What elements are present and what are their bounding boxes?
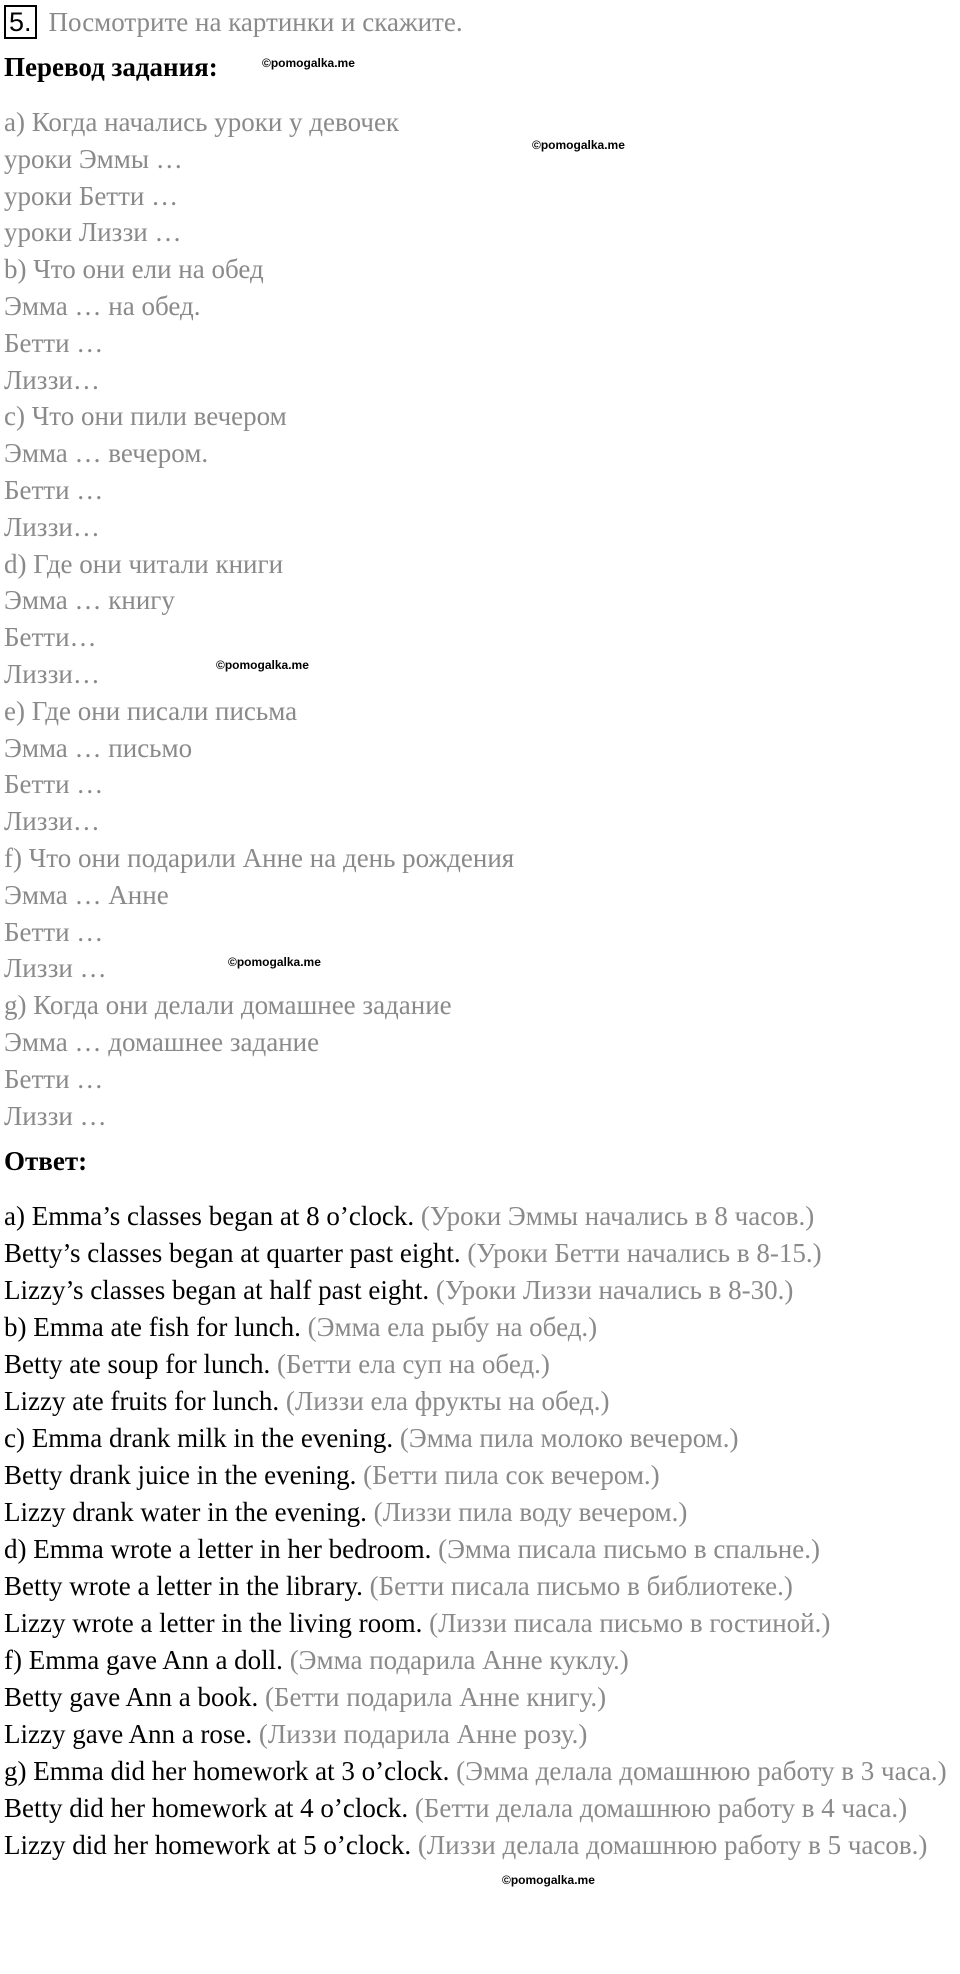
answer-line [4,1790,956,1827]
answer-english: d) Emma wrote a letter in her bedroom. [4,1534,432,1564]
answer-english: Lizzy gave Ann a rose. [4,1719,253,1749]
answer-english: Lizzy’s classes began at half past eight. [4,1275,430,1305]
answer-russian: (Бетти ела суп на обед.) [276,1349,550,1379]
answer-english: a) Emma’s classes began at 8 o’clock. [4,1201,415,1231]
answer-english: f) Emma gave Ann a doll. [4,1645,283,1675]
answer-line [4,1235,956,1272]
translation-lines [4,104,956,1134]
answer-russian: (Бетти пила сок вечером.) [363,1460,660,1490]
answer-line [4,1679,956,1716]
task-number: 5. [4,5,37,39]
translation-line: а) Когда начались уроки у девочек [4,107,400,137]
answer-line [4,1827,956,1864]
answer-line [4,1346,956,1383]
answer-english: Lizzy wrote a letter in the living room. [4,1608,423,1638]
answer-russian: (Уроки Эммы начались в 8 часов.) [420,1201,815,1231]
translation-line: Эмма … книгу [4,585,175,616]
translation-line: Бетти … [4,1063,104,1094]
answer-russian: (Лиззи пила воду вечером.) [373,1497,688,1527]
answer-russian: (Эмма подарила Анне куклу.) [289,1645,629,1675]
answer-english: Lizzy did her homework at 5 o’clock. [4,1830,412,1860]
translation-line: Лиззи… [4,364,100,395]
answer-russian: (Лиззи подарила Анне розу.) [258,1719,588,1749]
answer-english: b) Emma ate fish for lunch. [4,1312,301,1342]
answer-russian: (Бетти писала письмо в библиотеке.) [369,1571,793,1601]
translation-line: Эмма … на обед. [4,290,201,321]
answer-line [4,1457,956,1494]
answer-lines [4,1198,956,1864]
answer-english: Lizzy drank water in the evening. [4,1497,367,1527]
answer-line [4,1716,956,1753]
translation-line: уроки Бетти … [4,180,179,211]
translation-heading: Перевод задания: [4,52,218,82]
answer-russian: (Лиззи писала письмо в гостиной.) [429,1608,831,1638]
answer-russian: (Уроки Лиззи начались в 8-30.) [435,1275,794,1305]
answer-line [4,1605,956,1642]
translation-line: уроки Лиззи … [4,217,182,248]
translation-line: Эмма … Анне [4,879,169,910]
translation-line: Лиззи… [4,511,100,542]
answer-russian: (Бетти подарила Анне книгу.) [264,1682,607,1712]
answer-russian: (Уроки Бетти начались в 8-15.) [467,1238,822,1268]
translation-line: Лиззи … [4,953,107,984]
answer-english: c) Emma drank milk in the evening. [4,1423,394,1453]
answer-russian: (Эмма писала письмо в спальне.) [438,1534,820,1564]
answer-line [4,1568,956,1605]
watermark: ©pomogalka.me [262,56,355,70]
translation-line: d) Где они читали книги [4,548,284,579]
translation-line: Бетти … [4,916,104,947]
watermark: ©pomogalka.me [532,138,625,152]
answer-line [4,1753,956,1790]
translation-line: b) Что они ели на обед [4,254,264,285]
answer-line [4,1531,956,1568]
watermark: ©pomogalka.me [216,658,309,672]
translation-line: e) Где они писали письма [4,695,298,726]
translation-line: уроки Эммы … [4,143,183,174]
translation-line: Лиззи… [4,658,100,689]
answer-russian: (Эмма пила молоко вечером.) [399,1423,739,1453]
translation-line: Эмма … вечером. [4,438,209,469]
watermark: ©pomogalka.me [228,955,321,969]
answer-line [4,1309,956,1346]
answer-english: Lizzy ate fruits for lunch. [4,1386,280,1416]
answer-russian: (Лиззи делала домашнюю работу в 5 часов.) [417,1830,928,1860]
translation-line: Лиззи… [4,806,100,837]
answer-russian: (Эмма делала домашнюю работу в 3 часа.) [456,1756,947,1786]
answer-line [4,1420,956,1457]
answer-english: Betty wrote a letter in the library. [4,1571,363,1601]
answer-english: Betty ate soup for lunch. [4,1349,271,1379]
answer-english: g) Emma did her homework at 3 o’clock. [4,1756,450,1786]
answer-english: Betty’s classes began at quarter past eight. [4,1238,461,1268]
translation-line: Бетти … [4,769,104,800]
answer-russian: (Лиззи ела фрукты на обед.) [285,1386,610,1416]
translation-line: Лиззи … [4,1100,107,1131]
translation-line: g) Когда они делали домашнее задание [4,990,452,1021]
answer-russian: (Бетти делала домашнюю работу в 4 часа.) [414,1793,908,1823]
watermark: ©pomogalka.me [502,1873,595,1887]
translation-line: f) Что они подарили Анне на день рождения [4,842,515,873]
translation-line: Бетти… [4,622,97,653]
answer-english: Betty drank juice in the evening. [4,1460,357,1490]
task-header [4,4,463,40]
answer-line [4,1272,956,1309]
answer-line [4,1642,956,1679]
translation-line: Эмма … домашнее задание [4,1026,320,1057]
translation-line: c) Что они пили вечером [4,401,287,432]
translation-line: Бетти … [4,474,104,505]
translation-line: Бетти … [4,327,104,358]
answer-english: Betty gave Ann a book. [4,1682,259,1712]
answer-line [4,1198,956,1235]
answer-line [4,1383,956,1420]
task-instruction: Посмотрите на картинки и скажите. [48,6,463,37]
translation-line: Эмма … письмо [4,732,193,763]
answer-russian: (Эмма ела рыбу на обед.) [307,1312,598,1342]
answer-heading: Ответ: [4,1146,88,1176]
answer-english: Betty did her homework at 4 o’clock. [4,1793,409,1823]
answer-line [4,1494,956,1531]
